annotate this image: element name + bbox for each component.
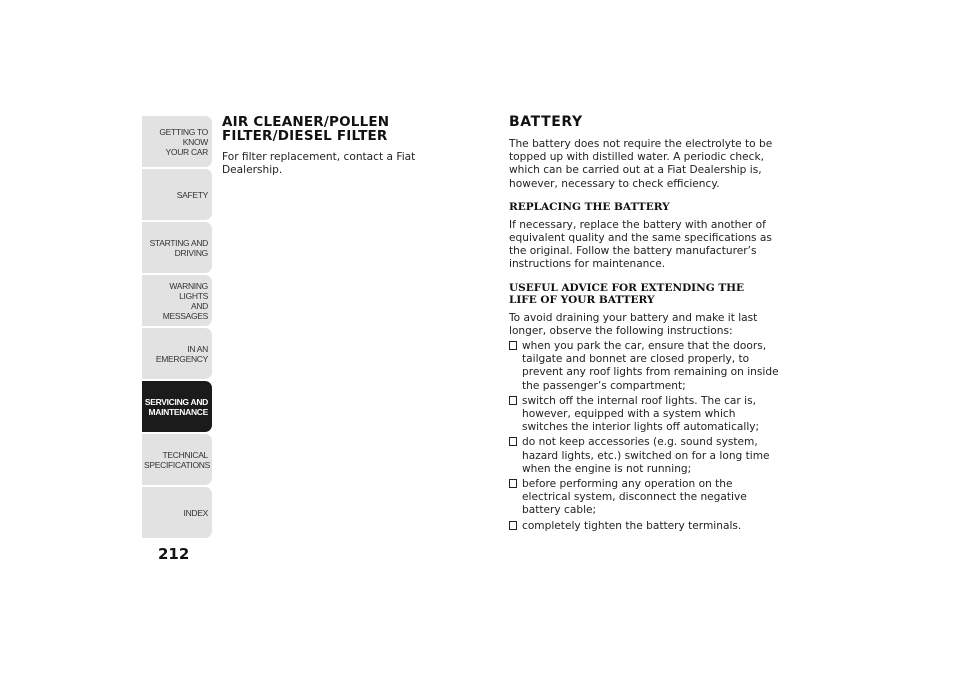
tab-label: STARTING AND DRIVING bbox=[149, 237, 208, 258]
air-cleaner-body: For filter replacement, contact a Fiat Dealership. bbox=[222, 151, 416, 177]
replacing-battery-body: If necessary, replace the battery with another of equivalent quality and the same specifications as the original. Follow the battery manufacturer’s instructions for maintenance. bbox=[509, 218, 772, 271]
tab-servicing-and-maintenance[interactable] bbox=[142, 381, 212, 432]
tab-label: IN AN EMERGENCY bbox=[155, 343, 208, 364]
checkbox-bullet-icon bbox=[509, 479, 517, 488]
list-item-text: do not keep accessories (e.g. sound system, hazard lights, etc.) switched on for a long time when the engine is not running; bbox=[522, 436, 770, 475]
tab-label: WARNING LIGHTS AND MESSAGES bbox=[162, 280, 208, 321]
tab-starting-and-driving[interactable] bbox=[142, 222, 212, 273]
tab-label: INDEX bbox=[183, 507, 208, 518]
checkbox-bullet-icon bbox=[509, 396, 517, 405]
list-item-text: completely tighten the battery terminals. bbox=[522, 519, 742, 532]
advice-intro: To avoid draining your battery and make it last longer, observe the following instructions: bbox=[509, 311, 758, 337]
battery-heading: BATTERY bbox=[509, 114, 583, 130]
advice-list bbox=[509, 340, 781, 533]
chapter-sidebar bbox=[142, 116, 212, 540]
list-item bbox=[509, 478, 781, 518]
list-item-text: switch off the internal roof lights. The car is, however, equipped with a system which switches the interior lights off automatically; bbox=[522, 394, 760, 434]
battery-section bbox=[509, 115, 781, 535]
tab-warning-lights-and-messages[interactable] bbox=[142, 275, 212, 326]
checkbox-bullet-icon bbox=[509, 521, 517, 530]
advice-heading: USEFUL ADVICE FOR EXTENDING THE LIFE OF YOUR BATTERY bbox=[509, 281, 745, 306]
tab-label: TECHNICAL SPECIFICATIONS bbox=[144, 449, 211, 470]
list-item-text: before performing any operation on the electrical system, disconnect the negative battery cable; bbox=[522, 478, 747, 517]
tab-safety[interactable] bbox=[142, 169, 212, 220]
tab-getting-to-know-your-car[interactable] bbox=[142, 116, 212, 167]
list-item bbox=[509, 340, 781, 393]
tab-label: SAFETY bbox=[176, 189, 208, 200]
tab-label: GETTING TO KNOW YOUR CAR bbox=[159, 126, 208, 157]
checkbox-bullet-icon bbox=[509, 341, 517, 350]
air-cleaner-section bbox=[222, 115, 474, 177]
tab-technical-specifications[interactable] bbox=[142, 434, 212, 485]
battery-intro: The battery does not require the electrolyte to be topped up with distilled water. A periodic check, which can be carried out at a Fiat Dealership is, however, necessary to check efficiency. bbox=[509, 138, 773, 190]
list-item-text: when you park the car, ensure that the doors, tailgate and bonnet are closed properly, to prevent any roof lights from remaining on inside the passenger’s compartment; bbox=[522, 340, 779, 392]
list-item bbox=[509, 436, 781, 476]
checkbox-bullet-icon bbox=[509, 437, 517, 446]
air-cleaner-heading: AIR CLEANER/POLLEN FILTER/DIESEL FILTER bbox=[222, 114, 390, 144]
tab-label: SERVICING AND MAINTENANCE bbox=[144, 396, 208, 417]
tab-in-an-emergency[interactable] bbox=[142, 328, 212, 379]
replacing-battery-heading: REPLACING THE BATTERY bbox=[509, 200, 670, 213]
tab-index[interactable] bbox=[142, 487, 212, 538]
list-item bbox=[509, 395, 781, 435]
list-item bbox=[509, 520, 781, 533]
page-number: 212 bbox=[158, 545, 190, 563]
